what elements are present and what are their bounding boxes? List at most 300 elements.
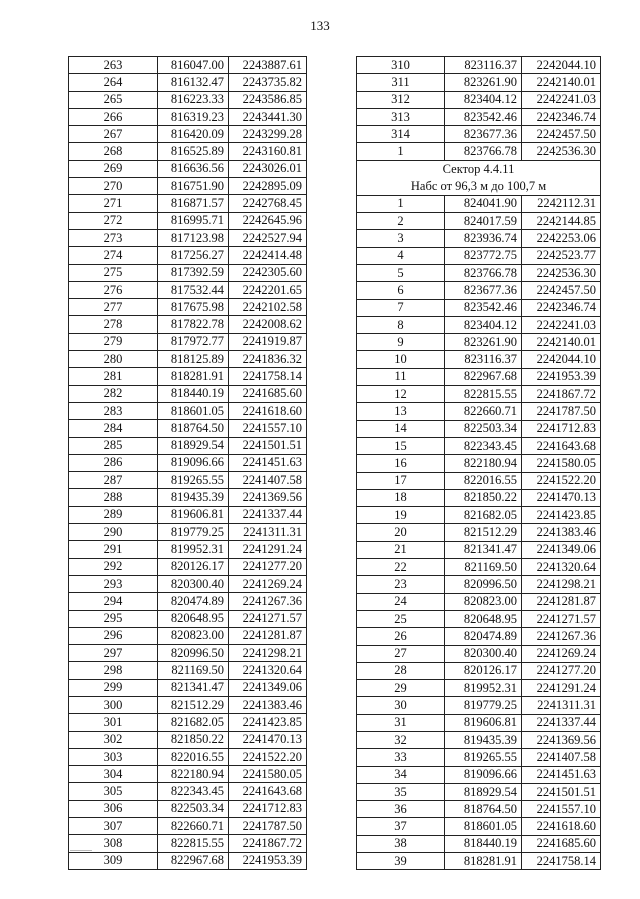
x-coordinate-cell: 819435.39: [445, 731, 522, 748]
y-coordinate-cell: 2241643.68: [522, 437, 601, 454]
table-row: [69, 800, 307, 817]
point-number-cell: 302: [69, 731, 158, 748]
x-coordinate-cell: 819265.55: [158, 472, 229, 489]
y-coordinate-cell: 2242140.01: [522, 74, 601, 91]
y-coordinate-cell: 2242527.94: [229, 229, 307, 246]
y-coordinate-cell: 2241311.31: [522, 697, 601, 714]
x-coordinate-cell: 817822.78: [158, 316, 229, 333]
point-number-cell: 300: [69, 696, 158, 713]
point-number-cell: 15: [357, 437, 445, 454]
point-number-cell: 286: [69, 454, 158, 471]
table-row: [69, 212, 307, 229]
point-number-cell: 6: [357, 282, 445, 299]
table-row: [69, 489, 307, 506]
point-number-cell: 275: [69, 264, 158, 281]
y-coordinate-cell: 2241369.56: [229, 489, 307, 506]
x-coordinate-cell: 821682.05: [158, 714, 229, 731]
y-coordinate-cell: 2242895.09: [229, 178, 307, 195]
table-row: [357, 714, 601, 731]
x-coordinate-cell: 823261.90: [445, 334, 522, 351]
x-coordinate-cell: 821512.29: [158, 696, 229, 713]
x-coordinate-cell: 816525.89: [158, 143, 229, 160]
x-coordinate-cell: 821169.50: [445, 559, 522, 576]
x-coordinate-cell: 821682.05: [445, 507, 522, 524]
y-coordinate-cell: 2241712.83: [522, 420, 601, 437]
x-coordinate-cell: 823936.74: [445, 230, 522, 247]
x-coordinate-cell: 821341.47: [158, 679, 229, 696]
point-number-cell: 306: [69, 800, 158, 817]
y-coordinate-cell: 2241787.50: [229, 818, 307, 835]
y-coordinate-cell: 2241281.87: [522, 593, 601, 610]
y-coordinate-cell: 2241522.20: [522, 472, 601, 489]
x-coordinate-cell: 823772.75: [445, 247, 522, 264]
y-coordinate-cell: 2241501.51: [522, 783, 601, 800]
y-coordinate-cell: 2241320.64: [522, 559, 601, 576]
x-coordinate-cell: 823116.37: [445, 351, 522, 368]
y-coordinate-cell: 2241867.72: [229, 835, 307, 852]
x-coordinate-cell: 816132.47: [158, 74, 229, 91]
point-number-cell: 295: [69, 610, 158, 627]
x-coordinate-cell: 823261.90: [445, 74, 522, 91]
point-number-cell: 267: [69, 126, 158, 143]
y-coordinate-cell: 2242346.74: [522, 299, 601, 316]
point-number-cell: 314: [357, 126, 445, 143]
table-row: [69, 645, 307, 662]
table-row: [69, 748, 307, 765]
table-row: [69, 333, 307, 350]
point-number-cell: 307: [69, 818, 158, 835]
x-coordinate-cell: 822180.94: [445, 455, 522, 472]
y-coordinate-cell: 2241953.39: [229, 852, 307, 869]
table-row: [357, 749, 601, 766]
point-number-cell: 268: [69, 143, 158, 160]
y-coordinate-cell: 2242536.30: [522, 143, 601, 160]
point-number-cell: 303: [69, 748, 158, 765]
table-row: [69, 247, 307, 264]
table-row: [357, 662, 601, 679]
table-row: [69, 178, 307, 195]
y-coordinate-cell: 2241953.39: [522, 368, 601, 385]
point-number-cell: 312: [357, 91, 445, 108]
x-coordinate-cell: 818440.19: [158, 385, 229, 402]
y-coordinate-cell: 2241298.21: [229, 645, 307, 662]
x-coordinate-cell: 819435.39: [158, 489, 229, 506]
table-row: [69, 420, 307, 437]
table-row: [357, 108, 601, 125]
table-row: [357, 507, 601, 524]
table-row: [69, 74, 307, 91]
x-coordinate-cell: 820823.00: [445, 593, 522, 610]
table-row: [69, 368, 307, 385]
point-number-cell: 288: [69, 489, 158, 506]
x-coordinate-cell: 818125.89: [158, 351, 229, 368]
table-row: [357, 213, 601, 230]
y-coordinate-cell: 2243735.82: [229, 74, 307, 91]
point-number-cell: 36: [357, 801, 445, 818]
y-coordinate-cell: 2243586.85: [229, 91, 307, 108]
y-coordinate-cell: 2241643.68: [229, 783, 307, 800]
table-row: [69, 316, 307, 333]
x-coordinate-cell: 819952.31: [158, 541, 229, 558]
x-coordinate-cell: 819779.25: [158, 524, 229, 541]
point-number-cell: 1: [357, 195, 445, 212]
y-coordinate-cell: 2242201.65: [229, 281, 307, 298]
point-number-cell: 21: [357, 541, 445, 558]
x-coordinate-cell: 822660.71: [445, 403, 522, 420]
x-coordinate-cell: 820648.95: [158, 610, 229, 627]
point-number-cell: 28: [357, 662, 445, 679]
x-coordinate-cell: 818601.05: [445, 818, 522, 835]
y-coordinate-cell: 2241580.05: [229, 766, 307, 783]
x-coordinate-cell: 822815.55: [158, 835, 229, 852]
y-coordinate-cell: 2241685.60: [522, 835, 601, 852]
y-coordinate-cell: 2241758.14: [229, 368, 307, 385]
y-coordinate-cell: 2241712.83: [229, 800, 307, 817]
x-coordinate-cell: 816420.09: [158, 126, 229, 143]
table-row: [357, 472, 601, 489]
table-row: [69, 57, 307, 74]
y-coordinate-cell: 2242457.50: [522, 126, 601, 143]
point-number-cell: 32: [357, 731, 445, 748]
y-coordinate-cell: 2241407.58: [229, 472, 307, 489]
point-number-cell: 301: [69, 714, 158, 731]
sector-header: [357, 160, 601, 195]
table-row: [69, 818, 307, 835]
table-row: [69, 696, 307, 713]
table-row: [69, 541, 307, 558]
y-coordinate-cell: 2241383.46: [229, 696, 307, 713]
point-number-cell: 10: [357, 351, 445, 368]
point-number-cell: 14: [357, 420, 445, 437]
table-row: [69, 351, 307, 368]
point-number-cell: 3: [357, 230, 445, 247]
y-coordinate-cell: 2242645.96: [229, 212, 307, 229]
y-coordinate-cell: 2241867.72: [522, 386, 601, 403]
y-coordinate-cell: 2242044.10: [522, 57, 601, 74]
y-coordinate-cell: 2242457.50: [522, 282, 601, 299]
point-number-cell: 273: [69, 229, 158, 246]
x-coordinate-cell: 822967.68: [445, 368, 522, 385]
x-coordinate-cell: 822815.55: [445, 386, 522, 403]
y-coordinate-cell: 2241557.10: [522, 801, 601, 818]
y-coordinate-cell: 2241349.06: [522, 541, 601, 558]
table-row: [69, 299, 307, 316]
point-number-cell: 37: [357, 818, 445, 835]
table-row: [69, 506, 307, 523]
point-number-cell: 1: [357, 143, 445, 160]
y-coordinate-cell: 2241919.87: [229, 333, 307, 350]
x-coordinate-cell: 817532.44: [158, 281, 229, 298]
table-row: [357, 680, 601, 697]
point-number-cell: 5: [357, 264, 445, 281]
table-row: [357, 57, 601, 74]
point-number-cell: 31: [357, 714, 445, 731]
table-row: [69, 437, 307, 454]
table-row: [357, 126, 601, 143]
x-coordinate-cell: 819606.81: [445, 714, 522, 731]
table-row: [357, 766, 601, 783]
table-row: [357, 282, 601, 299]
point-number-cell: 25: [357, 610, 445, 627]
y-coordinate-cell: 2241291.24: [229, 541, 307, 558]
x-coordinate-cell: 821341.47: [445, 541, 522, 558]
x-coordinate-cell: 823766.78: [445, 264, 522, 281]
point-number-cell: 310: [357, 57, 445, 74]
point-number-cell: 24: [357, 593, 445, 610]
table-row: [69, 835, 307, 852]
y-coordinate-cell: 2243160.81: [229, 143, 307, 160]
scan-artifact: [70, 850, 92, 851]
table-row: [357, 143, 601, 160]
y-coordinate-cell: 2241271.57: [522, 610, 601, 627]
table-row: [357, 420, 601, 437]
x-coordinate-cell: 822343.45: [445, 437, 522, 454]
point-number-cell: 263: [69, 57, 158, 74]
y-coordinate-cell: 2241407.58: [522, 749, 601, 766]
point-number-cell: 293: [69, 575, 158, 592]
table-row: [357, 576, 601, 593]
point-number-cell: 277: [69, 299, 158, 316]
table-row: [69, 627, 307, 644]
point-number-cell: 296: [69, 627, 158, 644]
table-row: [69, 126, 307, 143]
y-coordinate-cell: 2241269.24: [522, 645, 601, 662]
point-number-cell: 8: [357, 316, 445, 333]
point-number-cell: 291: [69, 541, 158, 558]
table-row: [357, 835, 601, 852]
point-number-cell: 9: [357, 334, 445, 351]
table-row: [69, 385, 307, 402]
point-number-cell: 271: [69, 195, 158, 212]
point-number-cell: 284: [69, 420, 158, 437]
x-coordinate-cell: 816319.23: [158, 108, 229, 125]
x-coordinate-cell: 822180.94: [158, 766, 229, 783]
y-coordinate-cell: 2241281.87: [229, 627, 307, 644]
y-coordinate-cell: 2241787.50: [522, 403, 601, 420]
y-coordinate-cell: 2241311.31: [229, 524, 307, 541]
table-row: [357, 74, 601, 91]
table-row: [357, 489, 601, 506]
point-number-cell: 281: [69, 368, 158, 385]
point-number-cell: 304: [69, 766, 158, 783]
x-coordinate-cell: 816995.71: [158, 212, 229, 229]
y-coordinate-cell: 2241267.36: [522, 628, 601, 645]
table-row: [69, 852, 307, 869]
y-coordinate-cell: 2241269.24: [229, 575, 307, 592]
table-row: [69, 783, 307, 800]
y-coordinate-cell: 2241451.63: [522, 766, 601, 783]
x-coordinate-cell: 818929.54: [158, 437, 229, 454]
x-coordinate-cell: 819096.66: [445, 766, 522, 783]
y-coordinate-cell: 2242008.62: [229, 316, 307, 333]
point-number-cell: 18: [357, 489, 445, 506]
y-coordinate-cell: 2241470.13: [522, 489, 601, 506]
x-coordinate-cell: 818764.50: [445, 801, 522, 818]
y-coordinate-cell: 2241298.21: [522, 576, 601, 593]
y-coordinate-cell: 2241337.44: [522, 714, 601, 731]
table-row: [69, 91, 307, 108]
table-row: [357, 334, 601, 351]
point-number-cell: 289: [69, 506, 158, 523]
x-coordinate-cell: 816871.57: [158, 195, 229, 212]
x-coordinate-cell: 818601.05: [158, 402, 229, 419]
point-number-cell: 280: [69, 351, 158, 368]
table-row: [357, 853, 601, 870]
x-coordinate-cell: 823677.36: [445, 126, 522, 143]
point-number-cell: 34: [357, 766, 445, 783]
table-row: [69, 264, 307, 281]
point-number-cell: 313: [357, 108, 445, 125]
y-coordinate-cell: 2243887.61: [229, 57, 307, 74]
x-coordinate-cell: 822016.55: [158, 748, 229, 765]
x-coordinate-cell: 816636.56: [158, 160, 229, 177]
x-coordinate-cell: 822660.71: [158, 818, 229, 835]
x-coordinate-cell: 817675.98: [158, 299, 229, 316]
y-coordinate-cell: 2241451.63: [229, 454, 307, 471]
point-number-cell: 27: [357, 645, 445, 662]
y-coordinate-cell: 2243026.01: [229, 160, 307, 177]
x-coordinate-cell: 818440.19: [445, 835, 522, 852]
y-coordinate-cell: 2241383.46: [522, 524, 601, 541]
y-coordinate-cell: 2242523.77: [522, 247, 601, 264]
point-number-cell: 265: [69, 91, 158, 108]
table-row: [69, 454, 307, 471]
table-row: [69, 472, 307, 489]
point-number-cell: 23: [357, 576, 445, 593]
x-coordinate-cell: 821169.50: [158, 662, 229, 679]
x-coordinate-cell: 821850.22: [158, 731, 229, 748]
point-number-cell: 22: [357, 559, 445, 576]
x-coordinate-cell: 823116.37: [445, 57, 522, 74]
y-coordinate-cell: 2241618.60: [522, 818, 601, 835]
y-coordinate-cell: 2242044.10: [522, 351, 601, 368]
y-coordinate-cell: 2241291.24: [522, 680, 601, 697]
y-coordinate-cell: 2242102.58: [229, 299, 307, 316]
x-coordinate-cell: 820823.00: [158, 627, 229, 644]
point-number-cell: 279: [69, 333, 158, 350]
x-coordinate-cell: 816223.33: [158, 91, 229, 108]
x-coordinate-cell: 824041.90: [445, 195, 522, 212]
table-row: [357, 437, 601, 454]
x-coordinate-cell: 816751.90: [158, 178, 229, 195]
point-number-cell: 266: [69, 108, 158, 125]
table-row: [69, 558, 307, 575]
x-coordinate-cell: 819779.25: [445, 697, 522, 714]
y-coordinate-cell: 2241349.06: [229, 679, 307, 696]
x-coordinate-cell: 820126.17: [158, 558, 229, 575]
x-coordinate-cell: 823542.46: [445, 108, 522, 125]
point-number-cell: 269: [69, 160, 158, 177]
x-coordinate-cell: 820996.50: [158, 645, 229, 662]
x-coordinate-cell: 823404.12: [445, 316, 522, 333]
table-row: [357, 403, 601, 420]
table-row: [69, 662, 307, 679]
x-coordinate-cell: 820474.89: [445, 628, 522, 645]
y-coordinate-cell: 2242241.03: [522, 316, 601, 333]
x-coordinate-cell: 818764.50: [158, 420, 229, 437]
table-row: [357, 264, 601, 281]
point-number-cell: 283: [69, 402, 158, 419]
x-coordinate-cell: 817256.27: [158, 247, 229, 264]
x-coordinate-cell: 817392.59: [158, 264, 229, 281]
x-coordinate-cell: 823404.12: [445, 91, 522, 108]
table-row: [357, 783, 601, 800]
x-coordinate-cell: 823542.46: [445, 299, 522, 316]
x-coordinate-cell: 824017.59: [445, 213, 522, 230]
point-number-cell: 297: [69, 645, 158, 662]
table-row: [69, 143, 307, 160]
x-coordinate-cell: 819606.81: [158, 506, 229, 523]
point-number-cell: 282: [69, 385, 158, 402]
table-row: [357, 559, 601, 576]
table-row: [357, 697, 601, 714]
y-coordinate-cell: 2241470.13: [229, 731, 307, 748]
table-row: [69, 766, 307, 783]
coordinates-table-left: [68, 56, 307, 870]
table-row: [69, 402, 307, 419]
point-number-cell: 11: [357, 368, 445, 385]
table-row: [69, 108, 307, 125]
y-coordinate-cell: 2241423.85: [522, 507, 601, 524]
point-number-cell: 4: [357, 247, 445, 264]
table-row: [357, 299, 601, 316]
point-number-cell: 39: [357, 853, 445, 870]
x-coordinate-cell: 816047.00: [158, 57, 229, 74]
table-row: [357, 247, 601, 264]
table-row: [357, 195, 601, 212]
point-number-cell: 308: [69, 835, 158, 852]
x-coordinate-cell: 822967.68: [158, 852, 229, 869]
point-number-cell: 287: [69, 472, 158, 489]
x-coordinate-cell: 820300.40: [445, 645, 522, 662]
point-number-cell: 311: [357, 74, 445, 91]
table-row: [69, 281, 307, 298]
point-number-cell: 294: [69, 593, 158, 610]
y-coordinate-cell: 2241277.20: [229, 558, 307, 575]
sector-header-row: [357, 160, 601, 195]
table-row: [69, 195, 307, 212]
x-coordinate-cell: 820126.17: [445, 662, 522, 679]
table-row: [357, 316, 601, 333]
table-row: [69, 731, 307, 748]
point-number-cell: 285: [69, 437, 158, 454]
table-row: [357, 230, 601, 247]
x-coordinate-cell: 823677.36: [445, 282, 522, 299]
point-number-cell: 274: [69, 247, 158, 264]
table-row: [69, 229, 307, 246]
y-coordinate-cell: 2241277.20: [522, 662, 601, 679]
y-coordinate-cell: 2243441.30: [229, 108, 307, 125]
x-coordinate-cell: 820300.40: [158, 575, 229, 592]
y-coordinate-cell: 2242241.03: [522, 91, 601, 108]
point-number-cell: 272: [69, 212, 158, 229]
x-coordinate-cell: 821850.22: [445, 489, 522, 506]
y-coordinate-cell: 2242305.60: [229, 264, 307, 281]
x-coordinate-cell: 822016.55: [445, 472, 522, 489]
y-coordinate-cell: 2241836.32: [229, 351, 307, 368]
coordinates-table-right: [356, 56, 601, 870]
y-coordinate-cell: 2243299.28: [229, 126, 307, 143]
point-number-cell: 305: [69, 783, 158, 800]
x-coordinate-cell: 823766.78: [445, 143, 522, 160]
point-number-cell: 298: [69, 662, 158, 679]
y-coordinate-cell: 2242112.31: [522, 195, 601, 212]
page-number: 133: [310, 18, 330, 33]
point-number-cell: 278: [69, 316, 158, 333]
point-number-cell: 38: [357, 835, 445, 852]
table-row: [69, 714, 307, 731]
point-number-cell: 12: [357, 386, 445, 403]
